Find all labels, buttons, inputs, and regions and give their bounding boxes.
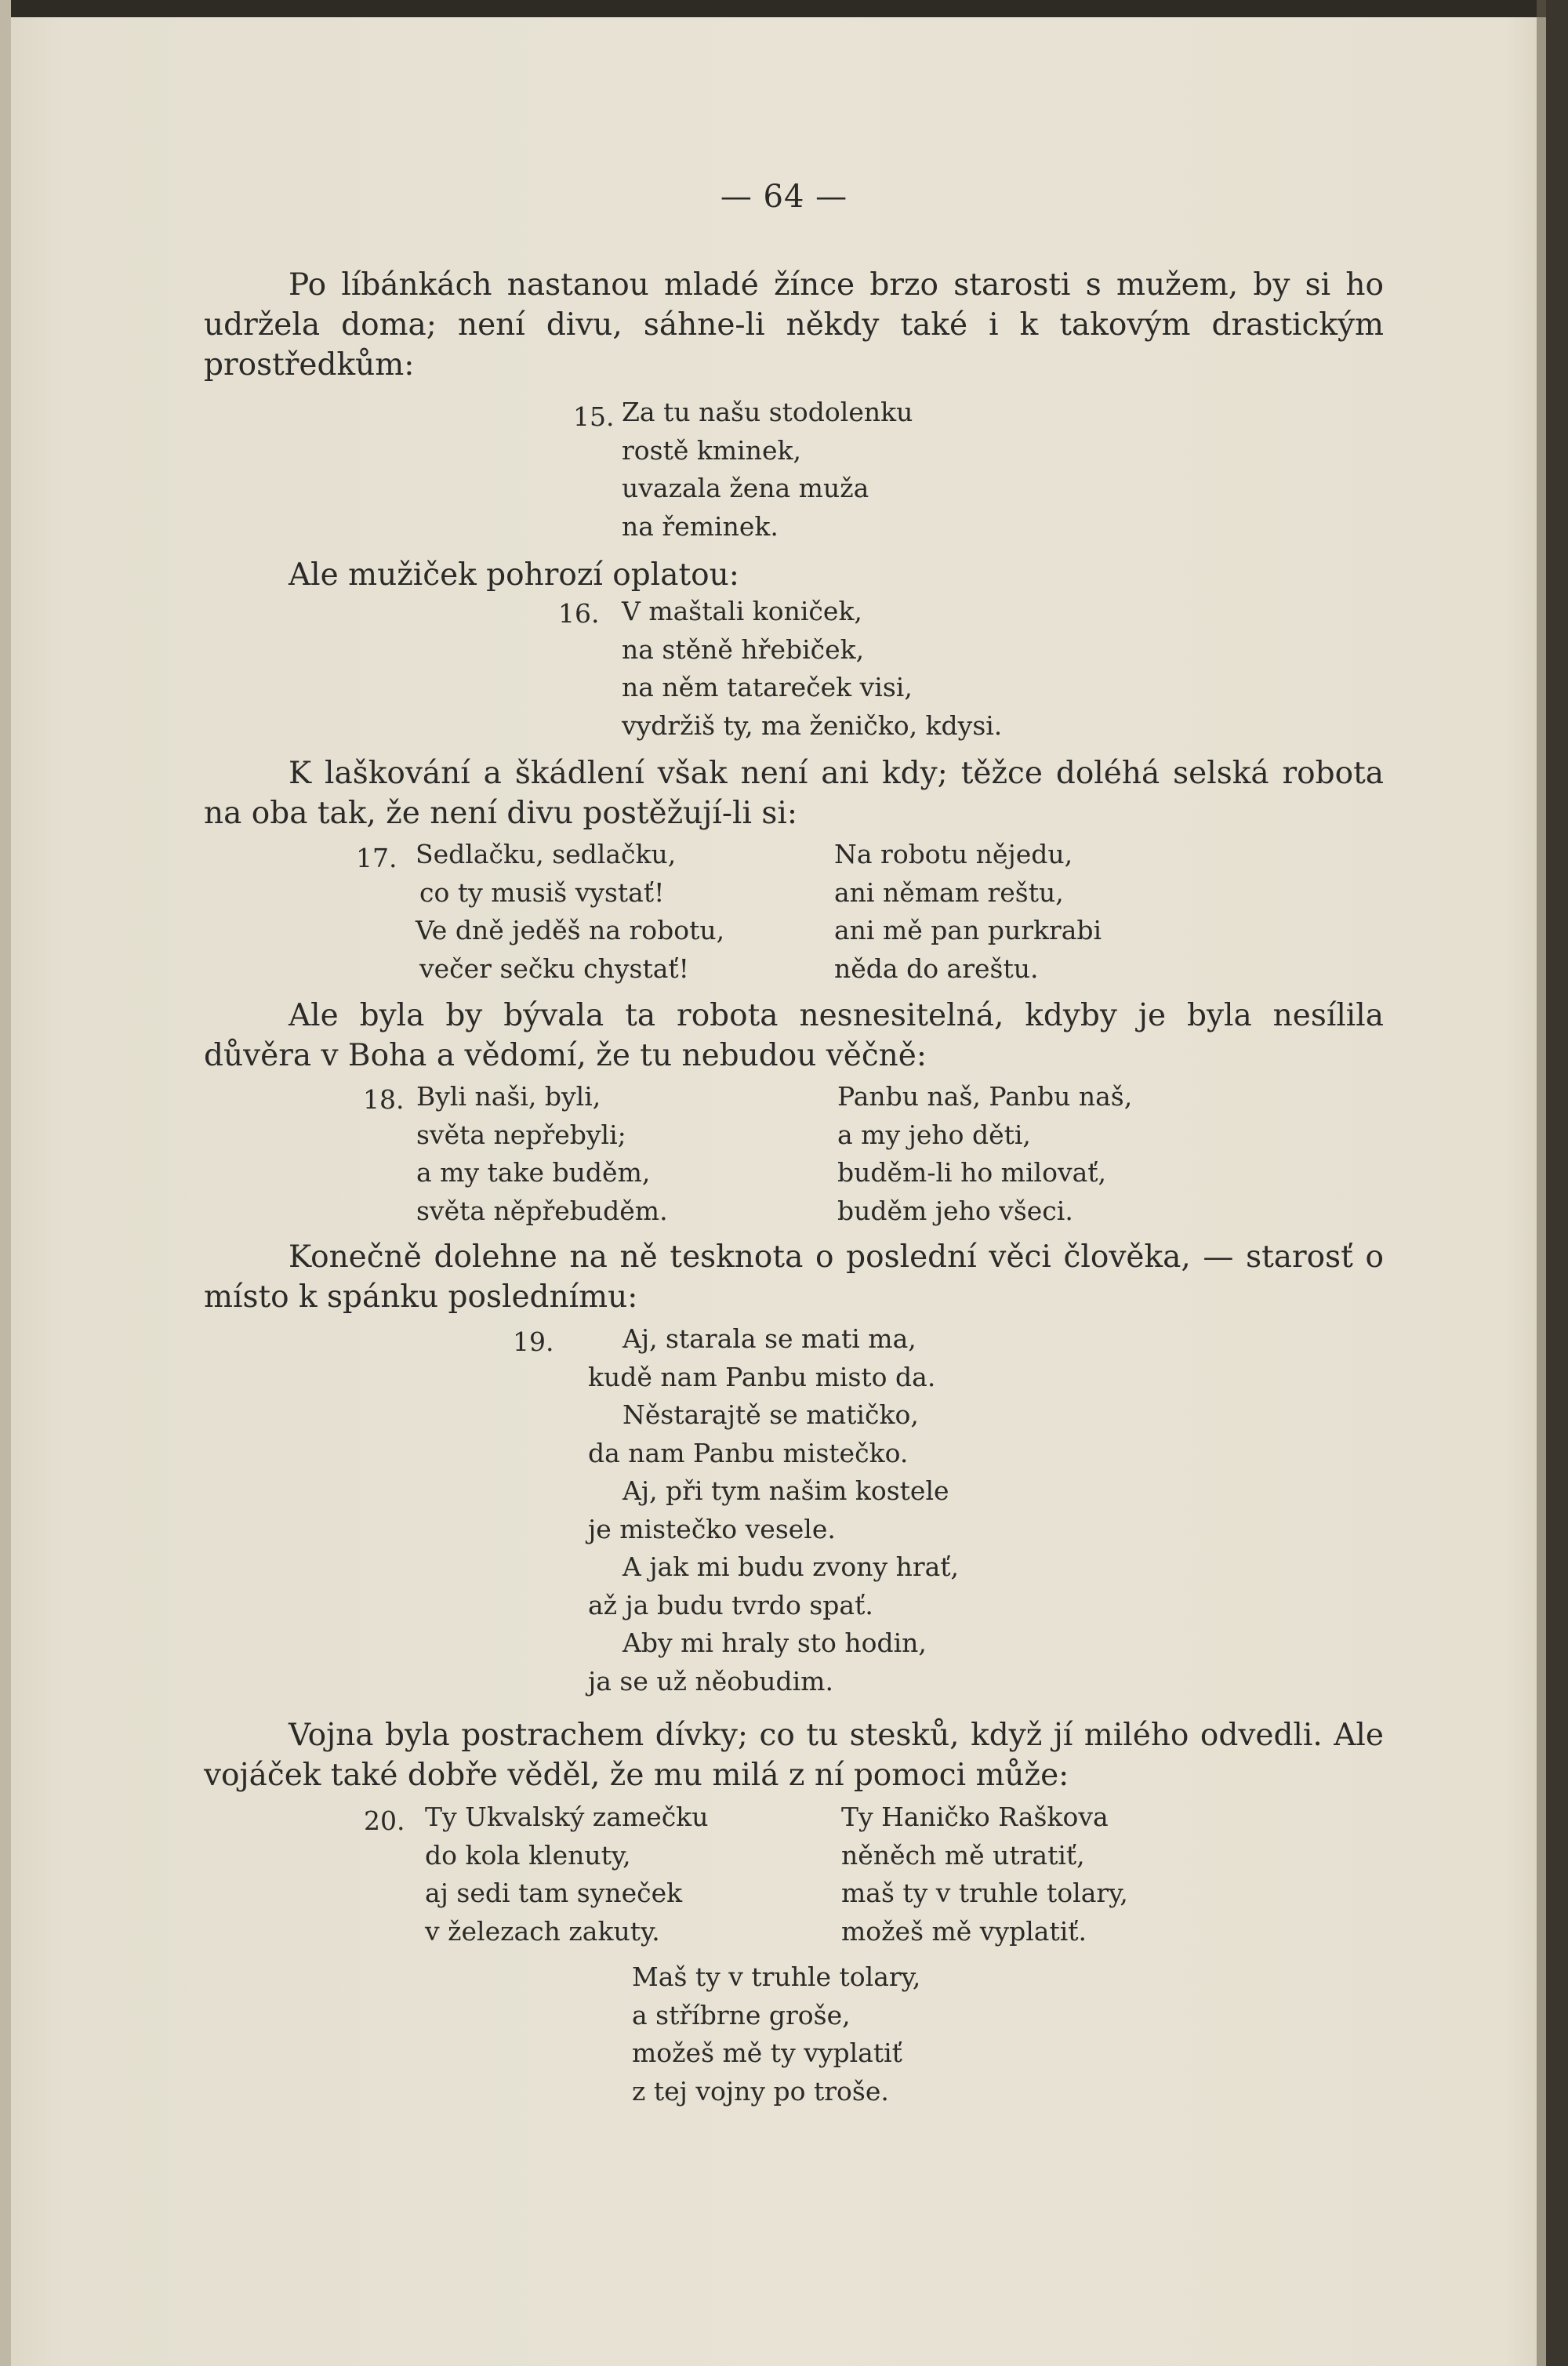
verse-line: maš ty v truhle tolary, <box>841 1878 1128 1908</box>
verse-line: světa nepřebyli; <box>416 1119 626 1150</box>
paragraph-6 <box>204 1715 1384 1795</box>
page-number: — 64 — <box>720 179 848 215</box>
paragraph-5 <box>204 1237 1384 1317</box>
verse-line: Něstarajtě se matičko, <box>622 1399 919 1430</box>
verse-line: na něm tatareček visi, <box>622 672 913 702</box>
song-19 <box>588 1320 960 1700</box>
verse-line: a my take buděm, <box>416 1157 651 1188</box>
song-17-number: 17. <box>356 843 397 873</box>
verse-line: Maš ty v truhle tolary, <box>632 1961 921 1992</box>
verse-line: něda do areštu. <box>834 953 1039 984</box>
scan-right-shadow <box>1537 0 1546 2366</box>
song-20-number: 20. <box>364 1805 405 1836</box>
verse-line: rostě kminek, <box>622 434 801 466</box>
song-16 <box>622 593 1002 745</box>
paragraph-text: Po líbánkách nastanou mladé žínce brzo starosti s mužem, by si ho udržela doma; není divu, sáhne-li někdy také i k takovým drastickým prostředkům: <box>204 267 1384 383</box>
verse-line: na stěně hřebiček, <box>622 633 865 665</box>
song-20-left <box>425 1798 709 1950</box>
paragraph-text: Vojna byla postrachem dívky; co tu stesků, když jí milého odvedli. Ale vojáček také dobře věděl, že mu milá z ní pomoci může: <box>204 1718 1384 1793</box>
verse-line: aj sedi tam syneček <box>425 1878 683 1908</box>
song-20-right <box>841 1798 1128 1950</box>
verse-line: na řeminek. <box>622 510 779 542</box>
verse-line: něněch mě utratiť, <box>841 1839 1085 1871</box>
verse-line: z tej vojny po troše. <box>632 2075 889 2107</box>
verse-line: Ty Ukvalský zamečku <box>425 1802 709 1832</box>
song-17-right <box>834 836 1102 988</box>
song-18-left <box>416 1078 668 1230</box>
verse-line: Za tu našu stodolenku <box>622 397 913 427</box>
scan-top-edge <box>0 0 1568 17</box>
verse-line: vydržiš ty, ma ženičko, kdysi. <box>622 709 1003 741</box>
verse-line: Byli naši, byli, <box>416 1081 601 1112</box>
scan-right-edge <box>1546 0 1568 2366</box>
verse-line: Aj, starala se mati ma, <box>622 1323 916 1354</box>
verse-line: buděm jeho všeci. <box>837 1195 1073 1226</box>
verse-line: ani mě pan purkrabi <box>834 915 1102 945</box>
verse-line: V maštali koniček, <box>622 596 862 626</box>
verse-line: Aby mi hraly sto hodin, <box>622 1628 927 1658</box>
song-15-number: 15. <box>573 401 615 432</box>
verse-line: možeš mě vyplatiť. <box>841 1915 1087 1947</box>
song-20-tail <box>632 1958 920 2110</box>
verse-line: uvazala žena muža <box>622 473 869 503</box>
song-17-left <box>416 836 724 988</box>
verse-line: ja se už něobudim. <box>588 1665 833 1696</box>
verse-line: do kola klenuty, <box>425 1839 631 1871</box>
song-15 <box>622 394 913 546</box>
verse-line: co ty musiš vystať! <box>419 876 665 908</box>
verse-line: da nam Panbu mistečko. <box>588 1437 909 1468</box>
song-18-number: 18. <box>363 1084 405 1115</box>
paragraph-4 <box>204 996 1384 1076</box>
verse-line: Sedlačku, sedlačku, <box>416 839 677 869</box>
verse-line: a stříbrne groše, <box>632 1999 851 2030</box>
verse-line: večer sečku chystať! <box>419 953 689 984</box>
paragraph-text: K laškování a škádlení však není ani kdy; těžce doléhá selská robota na oba tak, že není divu postěžují-li si: <box>204 756 1384 831</box>
paragraph-text: Ale byla by bývala ta robota nesnesitelná, kdyby je byla nesílila důvěra v Boha a vědomí, že tu nebudou věčně: <box>204 998 1384 1073</box>
scan-left-edge <box>0 0 11 2366</box>
verse-line: Panbu naš, Panbu naš, <box>837 1081 1133 1112</box>
verse-line: Ty Haničko Raškova <box>841 1802 1109 1832</box>
song-16-number: 16. <box>558 598 600 629</box>
verse-line: kudě nam Panbu misto da. <box>588 1361 936 1392</box>
verse-line: ani němam reštu, <box>834 876 1064 908</box>
verse-line: A jak mi budu zvony hrať, <box>622 1551 960 1582</box>
verse-line: Ve dně jeděš na robotu, <box>416 915 725 945</box>
song-18-right <box>837 1078 1132 1230</box>
verse-line: světa něpřebuděm. <box>416 1195 668 1226</box>
paragraph-text: Konečně dolehne na ně tesknota o poslední věci člověka, — starosť o místo k spánku poslednímu: <box>204 1239 1384 1315</box>
verse-line: možeš mě ty vyplatiť <box>632 2038 902 2068</box>
verse-line: Aj, při tym našim kostele <box>622 1475 949 1506</box>
paragraph-3 <box>204 753 1384 833</box>
paragraph-text: Ale mužiček pohrozí oplatou: <box>289 557 739 593</box>
verse-line: buděm-li ho milovať, <box>837 1157 1107 1188</box>
paragraph-2 <box>204 555 1384 595</box>
verse-line: je mistečko vesele. <box>588 1513 836 1544</box>
verse-line: až ja budu tvrdo spať. <box>588 1589 873 1620</box>
paragraph-1 <box>204 265 1384 385</box>
verse-line: a my jeho děti, <box>837 1119 1031 1150</box>
verse-line: Na robotu nějedu, <box>834 839 1073 869</box>
song-19-number: 19. <box>513 1326 554 1357</box>
verse-line: v železach zakuty. <box>425 1915 660 1947</box>
